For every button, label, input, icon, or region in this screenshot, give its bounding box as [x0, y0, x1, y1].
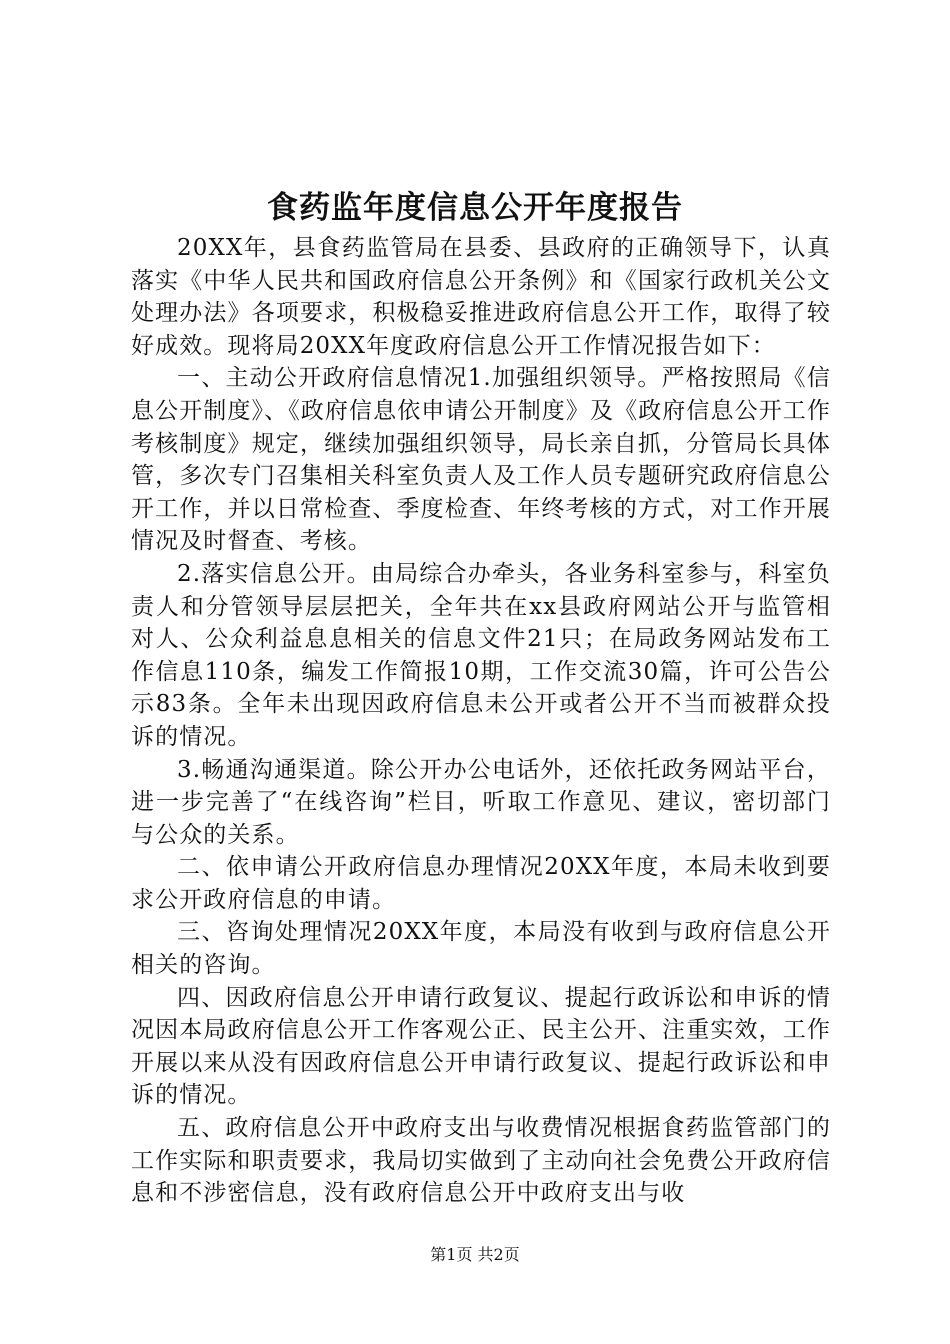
document-body [131, 232, 831, 1210]
paragraph-section-5: 五、政府信息公开中政府支出与收费情况根据食药监管部门的工作实际和职责要求，我局切实做到了主动向社会免费公开政府信息和不涉密信息，没有政府信息公开中政府支出与收 [131, 1115, 831, 1207]
paragraph-section-3: 三、咨询处理情况20XX年度，本局没有收到与政府信息公开相关的咨询。 [131, 919, 831, 979]
paragraph-section-1: 一、主动公开政府信息情况1.加强组织领导。严格按照局《信息公开制度》、《政府信息依申请公开制度》及《政府信息公开工作考核制度》规定，继续加强组织领导，局长亲自抓，分管局长具体管，多次专门召集相关科室负责人及工作人员专题研究政府信息公开工作，并以日常检查、季度检查、年终考核的方式，对工作开展情况及时督查、考核。 [131, 365, 831, 555]
paragraph-section-1-item-2: 2.落实信息公开。由局综合办牵头，各业务科室参与，科室负责人和分管领导层层把关，全年共在xx县政府网站公开与监管相对人、公众利益息息相关的信息文件21只；在局政务网站发布工作信息110条，编发工作简报10期，工作交流30篇，许可公告公示83条。全年未出现因政府信息未公开或者公开不当而被群众投诉的情况。 [131, 560, 831, 750]
paragraph-section-4: 四、因政府信息公开申请行政复议、提起行政诉讼和申诉的情况因本局政府信息公开工作客观公正、民主公开、注重实效，工作开展以来从没有因政府信息公开申请行政复议、提起行政诉讼和申诉的情况。 [131, 984, 831, 1109]
paragraph-intro: 20XX年，县食药监管局在县委、县政府的正确领导下，认真落实《中华人民共和国政府信息公开条例》和《国家行政机关公文处理办法》各项要求，积极稳妥推进政府信息公开工作，取得了较好成效。现将局20XX年度政府信息公开工作情况报告如下： [131, 235, 831, 359]
document-title: 食药监年度信息公开年度报告 [267, 190, 683, 226]
paragraph-section-2: 二、依申请公开政府信息办理情况20XX年度，本局未收到要求公开政府信息的申请。 [131, 854, 831, 913]
page-footer: 第1页 共2页 [430, 1245, 520, 1264]
paragraph-section-1-item-3: 3.畅通沟通渠道。除公开办公电话外，还依托政务网站平台，进一步完善了“在线咨询”栏目，听取工作意见、建议，密切部门与公众的关系。 [131, 756, 831, 848]
